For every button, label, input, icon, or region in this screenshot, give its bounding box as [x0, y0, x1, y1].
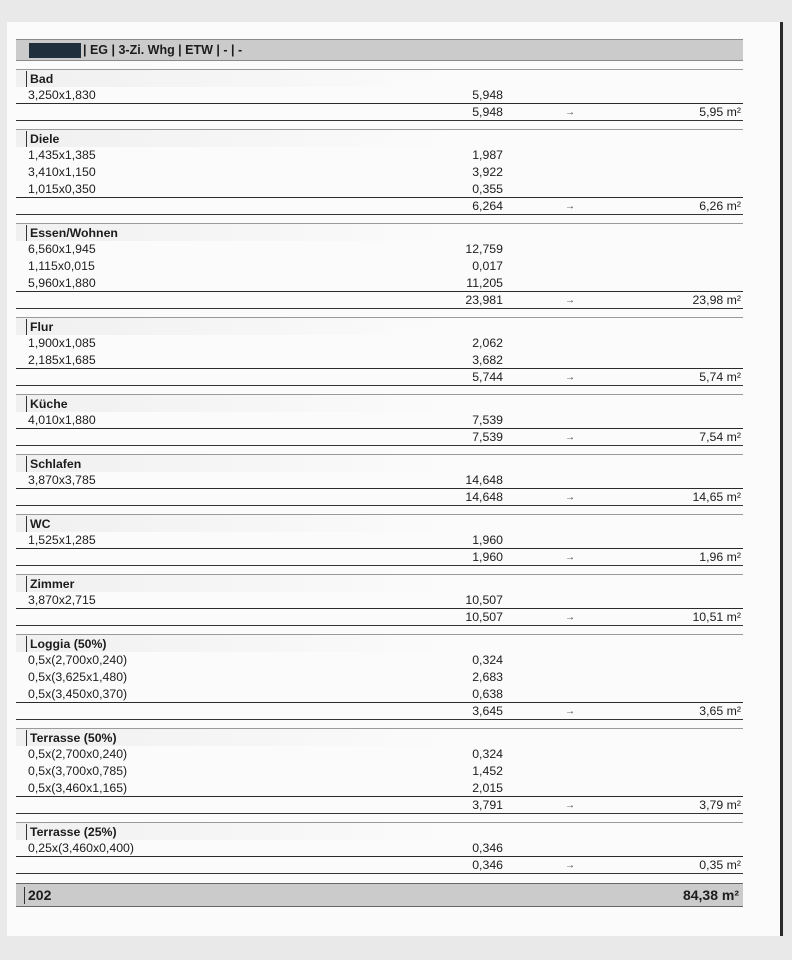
sum-row	[16, 489, 743, 506]
partial-area: 3,922	[472, 165, 503, 179]
calc-row	[16, 181, 743, 198]
room-title-row	[16, 394, 743, 412]
sum-row	[16, 549, 743, 566]
dimension: 3,410x1,150	[28, 165, 96, 179]
total-bar	[16, 883, 743, 907]
room-name: WC	[26, 516, 51, 532]
room-area: 5,74 m²	[699, 370, 741, 384]
arrow-icon: →	[565, 800, 575, 811]
room-title-row	[16, 223, 743, 241]
dimension: 6,560x1,945	[28, 242, 96, 256]
room-name: Flur	[26, 319, 53, 335]
partial-area: 0,324	[472, 653, 503, 667]
arrow-icon: →	[565, 201, 575, 212]
room-name: Bad	[26, 71, 53, 87]
room-title-row	[16, 822, 743, 840]
calc-row	[16, 412, 743, 429]
partial-area: 0,324	[472, 747, 503, 761]
partial-area: 1,987	[472, 148, 503, 162]
document-page	[7, 22, 783, 936]
dimension: 1,015x0,350	[28, 182, 96, 196]
partial-area: 11,205	[466, 276, 503, 290]
room-section	[16, 317, 743, 386]
dimension: 3,250x1,830	[28, 88, 96, 102]
arrow-icon: →	[565, 432, 575, 443]
room-name: Zimmer	[26, 576, 74, 592]
sum-row	[16, 198, 743, 215]
room-sum: 3,645	[472, 704, 503, 718]
calc-row	[16, 669, 743, 686]
room-area: 6,26 m²	[699, 199, 741, 213]
room-name: Terrasse (50%)	[26, 730, 117, 746]
calc-row	[16, 164, 743, 181]
calc-row	[16, 780, 743, 797]
dimension: 5,960x1,880	[28, 276, 96, 290]
room-name: Schlafen	[26, 456, 81, 472]
dimension: 0,5x(3,700x0,785)	[28, 764, 128, 778]
room-name: Essen/Wohnen	[26, 225, 118, 241]
arrow-icon: →	[565, 492, 575, 503]
room-area: 23,98 m²	[692, 293, 741, 307]
partial-area: 14,648	[465, 473, 503, 487]
arrow-icon: →	[565, 107, 575, 118]
sum-row	[16, 703, 743, 720]
room-section	[16, 728, 743, 814]
calc-row	[16, 87, 743, 104]
dimension: 1,525x1,285	[28, 533, 96, 547]
room-name: Loggia (50%)	[26, 636, 107, 652]
total-number: 202	[24, 887, 51, 904]
partial-area: 10,507	[465, 593, 503, 607]
room-section	[16, 69, 743, 121]
dimension: 2,185x1,685	[28, 353, 96, 367]
room-list	[16, 69, 743, 874]
calc-row	[16, 652, 743, 669]
arrow-icon: →	[565, 372, 575, 383]
sum-row	[16, 797, 743, 814]
room-name: Küche	[26, 396, 68, 412]
room-sum: 23,981	[465, 293, 503, 307]
dimension: 1,900x1,085	[28, 336, 96, 350]
partial-area: 2,015	[472, 781, 503, 795]
calc-row	[16, 746, 743, 763]
partial-area: 0,355	[472, 182, 503, 196]
partial-area: 1,452	[472, 764, 503, 778]
room-area: 3,65 m²	[699, 704, 741, 718]
partial-area: 12,759	[465, 242, 503, 256]
room-sum: 10,507	[465, 610, 503, 624]
room-area: 1,96 m²	[699, 550, 741, 564]
calc-row	[16, 352, 743, 369]
room-sum: 0,346	[472, 858, 503, 872]
calc-row	[16, 532, 743, 549]
calc-row	[16, 592, 743, 609]
room-title-row	[16, 574, 743, 592]
partial-area: 2,683	[472, 670, 503, 684]
room-sum: 5,948	[472, 105, 503, 119]
dimension: 4,010x1,880	[28, 413, 96, 427]
sum-row	[16, 104, 743, 121]
room-section	[16, 129, 743, 215]
partial-area: 7,539	[472, 413, 503, 427]
arrow-icon: →	[565, 295, 575, 306]
room-sum: 14,648	[465, 490, 503, 504]
dimension: 1,435x1,385	[28, 148, 96, 162]
dimension: 1,115x0,015	[28, 259, 95, 273]
room-section	[16, 514, 743, 566]
room-area: 0,35 m²	[699, 858, 741, 872]
dimension: 0,5x(3,625x1,480)	[28, 670, 128, 684]
sum-row	[16, 609, 743, 626]
dimension: 3,870x3,785	[28, 473, 96, 487]
calc-row	[16, 258, 743, 275]
total-area: 84,38 m²	[682, 886, 739, 903]
room-name: Diele	[26, 131, 59, 147]
dimension: 0,25x(3,460x0,400)	[28, 841, 134, 855]
dimension: 0,5x(3,460x1,165)	[28, 781, 128, 795]
dimension: 3,870x2,715	[28, 593, 96, 607]
calc-row	[16, 147, 743, 164]
room-sum: 6,264	[472, 199, 503, 213]
room-section	[16, 822, 743, 874]
sum-row	[16, 857, 743, 874]
room-area: 5,95 m²	[699, 105, 741, 119]
room-section	[16, 454, 743, 506]
area-calculation	[16, 39, 743, 907]
arrow-icon: →	[565, 860, 575, 871]
dimension: 0,5x(2,700x0,240)	[28, 747, 128, 761]
calc-row	[16, 840, 743, 857]
partial-area: 3,682	[472, 353, 503, 367]
calc-row	[16, 472, 743, 489]
unit-header	[16, 39, 743, 61]
room-title-row	[16, 634, 743, 652]
dimension: 0,5x(3,450x0,370)	[28, 687, 128, 701]
room-area: 10,51 m²	[692, 610, 741, 624]
calc-row	[16, 763, 743, 780]
room-title-row	[16, 728, 743, 746]
dimension: 0,5x(2,700x0,240)	[28, 653, 128, 667]
room-title-row	[16, 69, 743, 87]
room-name: Terrasse (25%)	[26, 824, 117, 840]
partial-area: 5,948	[472, 88, 503, 102]
unit-header-label: | EG | 3-Zi. Whg | ETW | - | -	[83, 42, 243, 57]
room-section	[16, 223, 743, 309]
partial-area: 0,017	[472, 259, 503, 273]
room-sum: 3,791	[472, 798, 503, 812]
sum-row	[16, 369, 743, 386]
room-area: 14,65 m²	[692, 490, 741, 504]
arrow-icon: →	[565, 552, 575, 563]
calc-row	[16, 335, 743, 352]
partial-area: 0,346	[472, 841, 503, 855]
room-section	[16, 634, 743, 720]
room-area: 3,79 m²	[699, 798, 741, 812]
room-section	[16, 574, 743, 626]
room-title-row	[16, 317, 743, 335]
sum-row	[16, 429, 743, 446]
partial-area: 0,638	[472, 687, 503, 701]
room-title-row	[16, 454, 743, 472]
calc-row	[16, 686, 743, 703]
redacted-block	[29, 43, 81, 58]
calc-row	[16, 241, 743, 258]
room-section	[16, 394, 743, 446]
arrow-icon: →	[565, 612, 575, 623]
room-title-row	[16, 129, 743, 147]
room-sum: 1,960	[472, 550, 503, 564]
room-sum: 7,539	[472, 430, 503, 444]
partial-area: 1,960	[472, 533, 503, 547]
room-title-row	[16, 514, 743, 532]
room-area: 7,54 m²	[699, 430, 741, 444]
arrow-icon: →	[565, 706, 575, 717]
room-sum: 5,744	[472, 370, 503, 384]
calc-row	[16, 275, 743, 292]
sum-row	[16, 292, 743, 309]
partial-area: 2,062	[472, 336, 503, 350]
